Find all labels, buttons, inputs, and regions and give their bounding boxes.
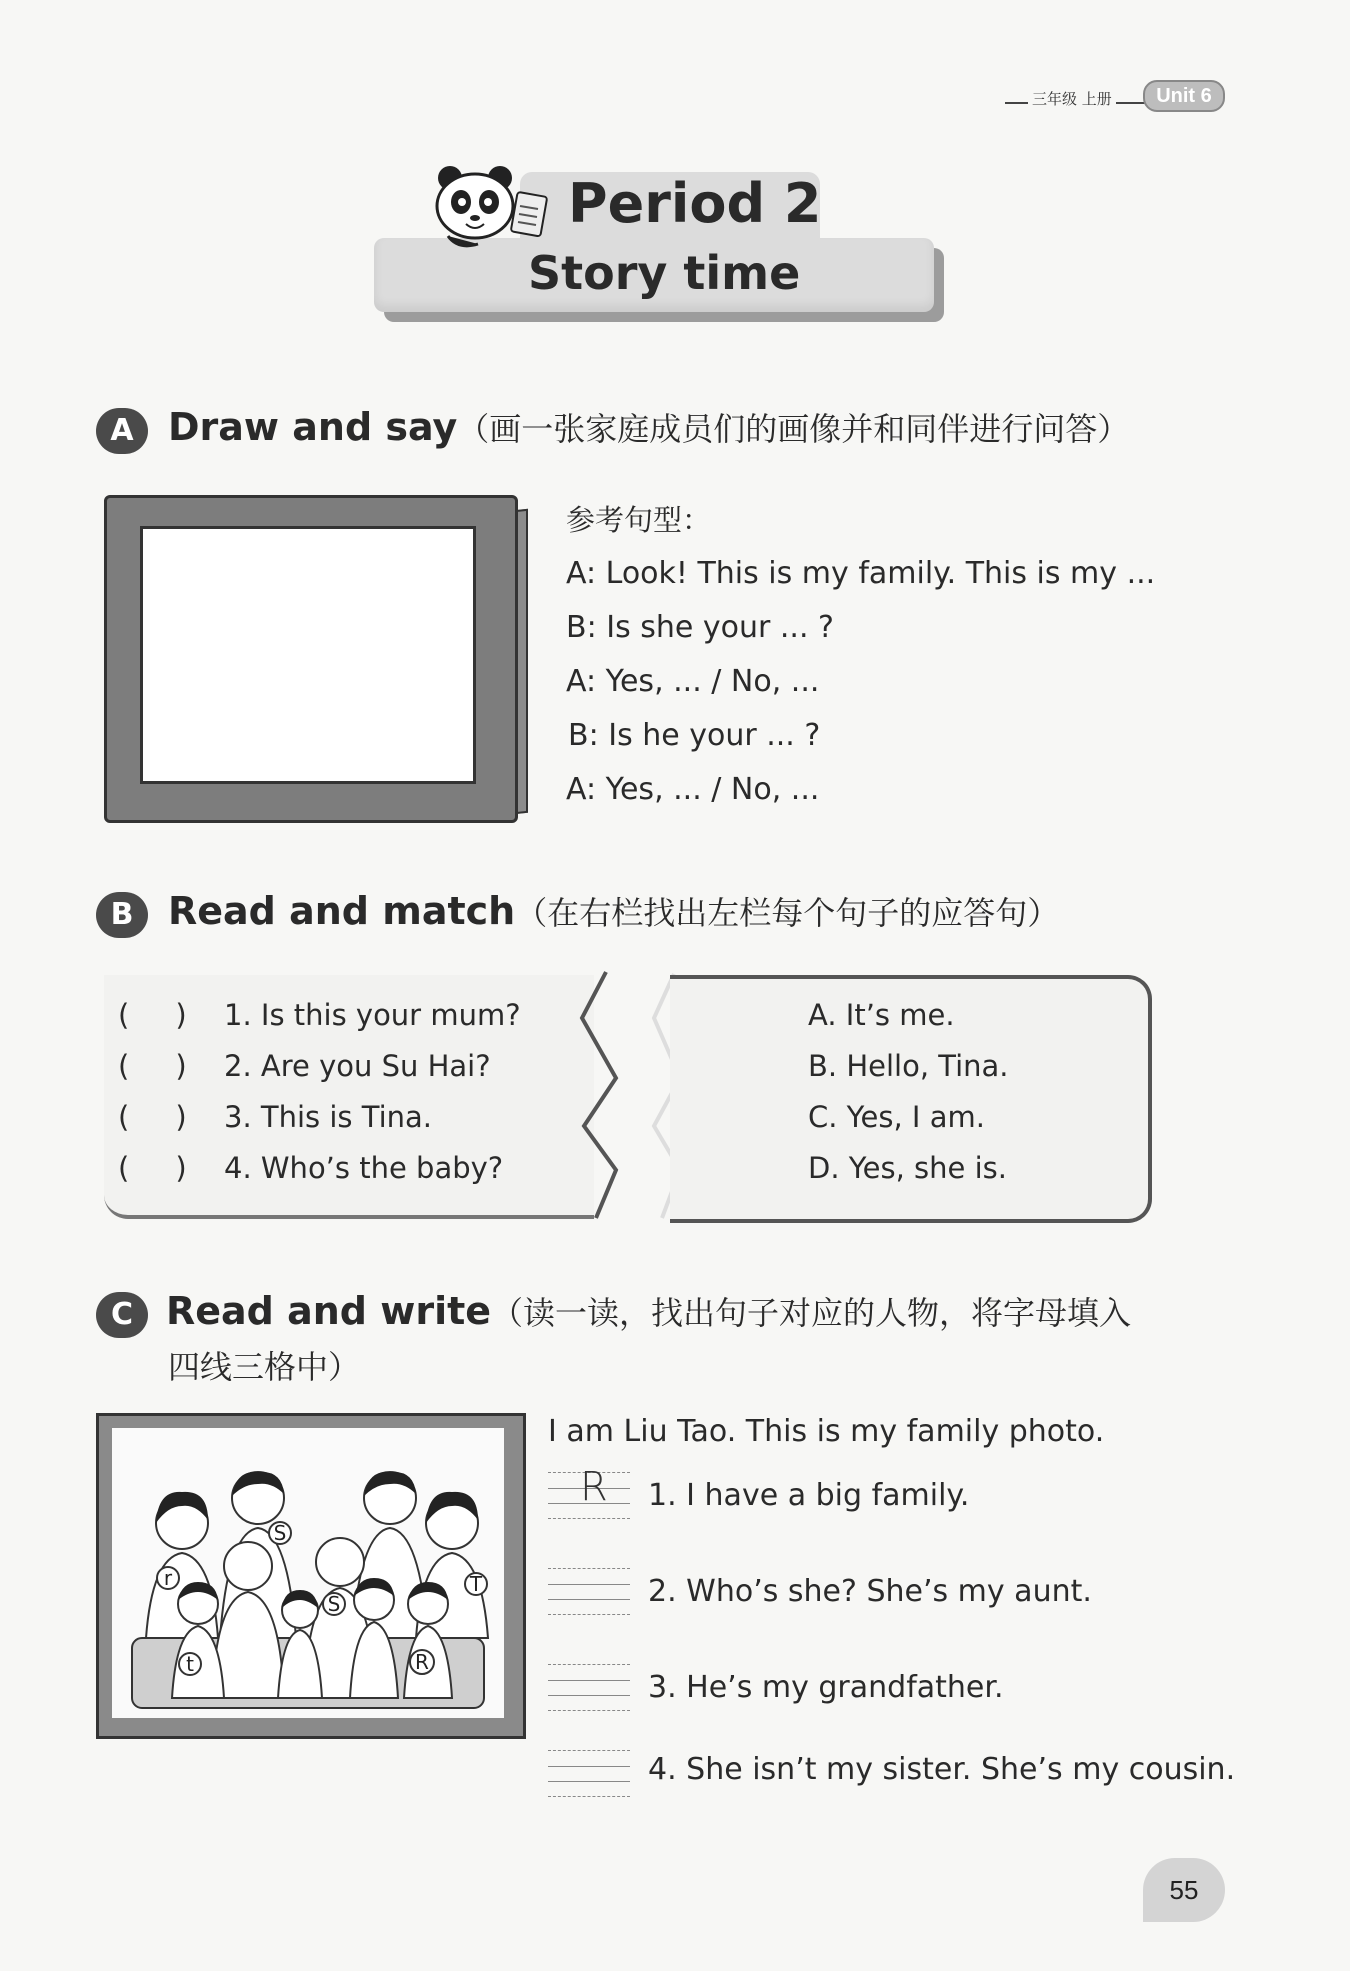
- reference-line: A: Yes, ... / No, ...: [566, 664, 820, 699]
- match-answer: B. Hello, Tina.: [808, 1049, 1009, 1083]
- reference-line: B: Is he your ... ?: [568, 718, 821, 753]
- reference-line: A: Look! This is my family. This is my ...: [566, 556, 1156, 591]
- write-item: 1. I have a big family.: [648, 1478, 970, 1513]
- writing-lines[interactable]: [548, 1568, 630, 1626]
- answer-blank[interactable]: ( ): [118, 998, 187, 1032]
- writing-lines[interactable]: [548, 1664, 630, 1722]
- section-b-heading: [168, 888, 1059, 934]
- section-b-instruction: （在右栏找出左栏每个句子的应答句）: [515, 894, 1060, 932]
- page-number: 55: [1143, 1858, 1225, 1922]
- section-b-badge: B: [96, 892, 148, 938]
- zigzag-divider-left: [576, 970, 636, 1220]
- unit-badge: Unit 6: [1143, 80, 1225, 112]
- family-illustration-icon: [112, 1428, 504, 1718]
- section-c-title: Read and write: [166, 1289, 492, 1333]
- answer-blank[interactable]: ( ): [118, 1100, 187, 1134]
- panda-mascot-icon: [428, 160, 558, 250]
- section-a-title: Draw and say: [168, 405, 458, 449]
- photo-letter: T: [469, 1572, 483, 1596]
- answer-blank[interactable]: ( ): [118, 1049, 187, 1083]
- section-c-badge: C: [96, 1292, 148, 1338]
- match-question: 3. This is Tina.: [224, 1100, 432, 1134]
- write-item: 3. He’s my grandfather.: [648, 1670, 1004, 1705]
- match-answer: A. It’s me.: [808, 998, 955, 1032]
- write-item: 4. She isn’t my sister. She’s my cousin.: [648, 1752, 1236, 1787]
- section-a-instruction: （画一张家庭成员们的画像并和同伴进行问答）: [457, 410, 1130, 448]
- answer-blank[interactable]: ( ): [118, 1151, 187, 1185]
- story-subtitle: Story time: [528, 246, 801, 300]
- photo-letter: r: [163, 1566, 173, 1590]
- period-title: Period 2: [568, 172, 822, 235]
- match-question: 1. Is this your mum?: [224, 998, 521, 1032]
- example-letter: R: [580, 1464, 608, 1510]
- photo-letter: S: [273, 1521, 287, 1545]
- grade-label: 三年级 上册: [1028, 88, 1116, 109]
- drawing-area[interactable]: [140, 526, 476, 784]
- writing-lines[interactable]: [548, 1750, 630, 1808]
- section-b-title: Read and match: [168, 889, 516, 933]
- match-question: 4. Who’s the baby?: [224, 1151, 504, 1185]
- match-answer: C. Yes, I am.: [808, 1100, 985, 1134]
- section-a-badge: A: [96, 408, 148, 454]
- photo-letter: R: [415, 1650, 429, 1674]
- reference-line: B: Is she your ... ?: [566, 610, 834, 645]
- section-c-instruction-cont: 四线三格中）: [168, 1348, 361, 1386]
- section-c-heading: [166, 1288, 1131, 1334]
- write-item: 2. Who’s she? She’s my aunt.: [648, 1574, 1092, 1609]
- photo-intro: I am Liu Tao. This is my family photo.: [548, 1414, 1105, 1449]
- reference-line: A: Yes, ... / No, ...: [566, 772, 820, 807]
- photo-letter: t: [186, 1652, 194, 1676]
- section-c-instruction: （读一读，找出句子对应的人物，将字母填入: [491, 1294, 1132, 1332]
- section-a-heading: [168, 404, 1129, 450]
- photo-letter: S: [327, 1592, 341, 1616]
- match-question: 2. Are you Su Hai?: [224, 1049, 491, 1083]
- reference-label: 参考句型：: [566, 503, 712, 537]
- match-answer: D. Yes, she is.: [808, 1151, 1007, 1185]
